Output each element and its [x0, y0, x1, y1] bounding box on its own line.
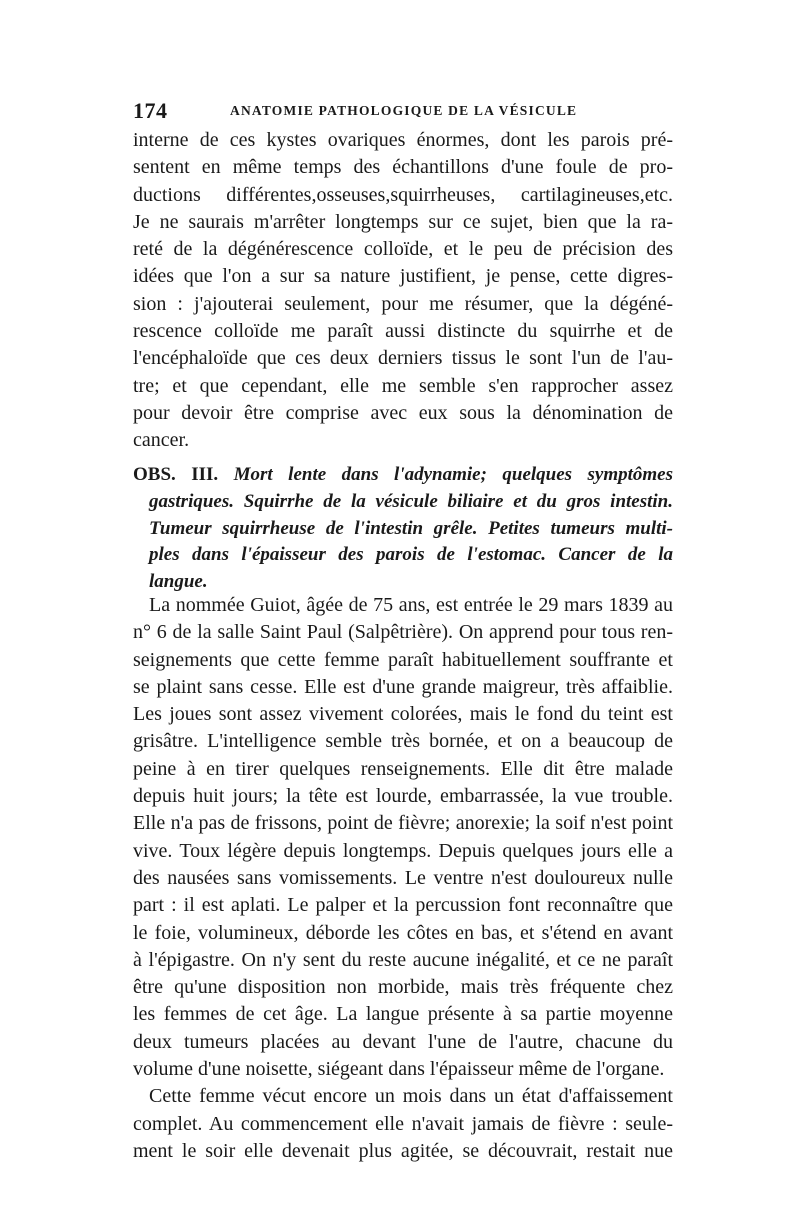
- text-line: interne de ces kystes ovariques énormes, dont les parois pré-: [133, 129, 673, 151]
- observation-line-first: [133, 462, 673, 489]
- text-line: deux tumeurs placées au devant l'une de l'autre, chacune du: [133, 1030, 673, 1053]
- text-line: le foie, volumineux, déborde les côtes en bas, et s'étend en avant: [133, 921, 673, 944]
- text-line: à l'épigastre. On n'y sent du reste aucune inégalité, et ce ne paraît: [133, 948, 673, 971]
- text-line: La nommée Guiot, âgée de 75 ans, est entrée le 29 mars 1839 au: [149, 594, 673, 616]
- text-line: l'encéphaloïde que ces deux derniers tissus le sont l'un de l'au-: [133, 347, 673, 370]
- observation-line: ples dans l'épaisseur des parois de l'estomac. Cancer de la: [149, 544, 673, 566]
- text-line: reté de la dégénérescence colloïde, et le peu de précision des: [133, 238, 673, 261]
- observation-label: OBS. III.: [133, 464, 219, 485]
- observation-line: gastriques. Squirrhe de la vésicule biliaire et du gros intestin.: [149, 490, 673, 512]
- text-line: depuis huit jours; la tête est lourde, embarrassée, la vue trouble.: [133, 785, 673, 808]
- page-number: 174: [133, 98, 168, 123]
- observation-line: langue.: [149, 571, 208, 593]
- observation-heading: [133, 462, 673, 596]
- text-line: Je ne saurais m'arrêter longtemps sur ce sujet, bien que la ra-: [133, 210, 673, 233]
- text-line: Cette femme vécut encore un mois dans un état d'affaissement: [149, 1085, 673, 1108]
- text-line: complet. Au commencement elle n'avait jamais de fièvre : seule-: [133, 1112, 673, 1135]
- text-line: volume d'une noisette, siégeant dans l'épaisseur même de l'organe.: [133, 1058, 665, 1081]
- page-header: [133, 98, 673, 124]
- text-line: être qu'une disposition non morbide, mais très fréquente chez: [133, 976, 673, 999]
- observation-title-text: Mort lente dans l'adynamie; quelques symptômes: [233, 464, 674, 485]
- paragraph-kystes: [133, 127, 673, 455]
- text-line: les femmes de cet âge. La langue présente à sa partie moyenne: [133, 1003, 673, 1026]
- text-line: part : il est aplati. Le palper et la percussion font reconnaître que: [133, 894, 673, 917]
- running-head: ANATOMIE PATHOLOGIQUE DE LA VÉSICULE: [230, 103, 578, 118]
- text-line: Elle n'a pas de frissons, point de fièvre; anorexie; la soif n'est point: [133, 812, 673, 835]
- text-line: peine à en tirer quelques renseignements. Elle dit être malade: [133, 757, 673, 780]
- text-line: ductions différentes,osseuses,squirrheuses, cartilagineuses,etc.: [133, 183, 673, 206]
- text-line: des nausées sans vomissements. Le ventre n'est douloureux nulle: [133, 866, 673, 889]
- text-line: cancer.: [133, 429, 190, 452]
- text-line: idées que l'on a sur sa nature justifient, je pense, cette digres-: [133, 265, 673, 288]
- text-line: sion : j'ajouterai seulement, pour me résumer, que la dégéné-: [133, 292, 673, 315]
- text-line: ment le soir elle devenait plus agitée, se découvrait, restait nue: [133, 1139, 673, 1162]
- text-line: se plaint sans cesse. Elle est d'une grande maigreur, très affaiblie.: [133, 675, 673, 698]
- text-line: Les joues sont assez vivement colorées, mais le fond du teint est: [133, 703, 673, 726]
- text-line: rescence colloïde me paraît aussi distincte du squirrhe et de: [133, 320, 673, 343]
- paragraph-case-report: [133, 592, 673, 1165]
- text-line: seignements que cette femme paraît habituellement souffrante et: [133, 648, 673, 671]
- text-line: n° 6 de la salle Saint Paul (Salpêtrière). On apprend pour tous ren-: [133, 621, 673, 644]
- observation-line: Tumeur squirrheuse de l'intestin grêle. Petites tumeurs multi-: [149, 517, 673, 539]
- text-line: grisâtre. L'intelligence semble très bornée, et on a beaucoup de: [133, 730, 673, 753]
- text-line: sentent en même temps des échantillons d'une foule de pro-: [133, 156, 673, 179]
- text-line: vive. Toux légère depuis longtemps. Depuis quelques jours elle a: [133, 839, 673, 862]
- text-line: pour devoir être comprise avec eux sous la dénomination de: [133, 401, 673, 424]
- text-line: tre; et que cependant, elle me semble s'en rapprocher assez: [133, 374, 673, 397]
